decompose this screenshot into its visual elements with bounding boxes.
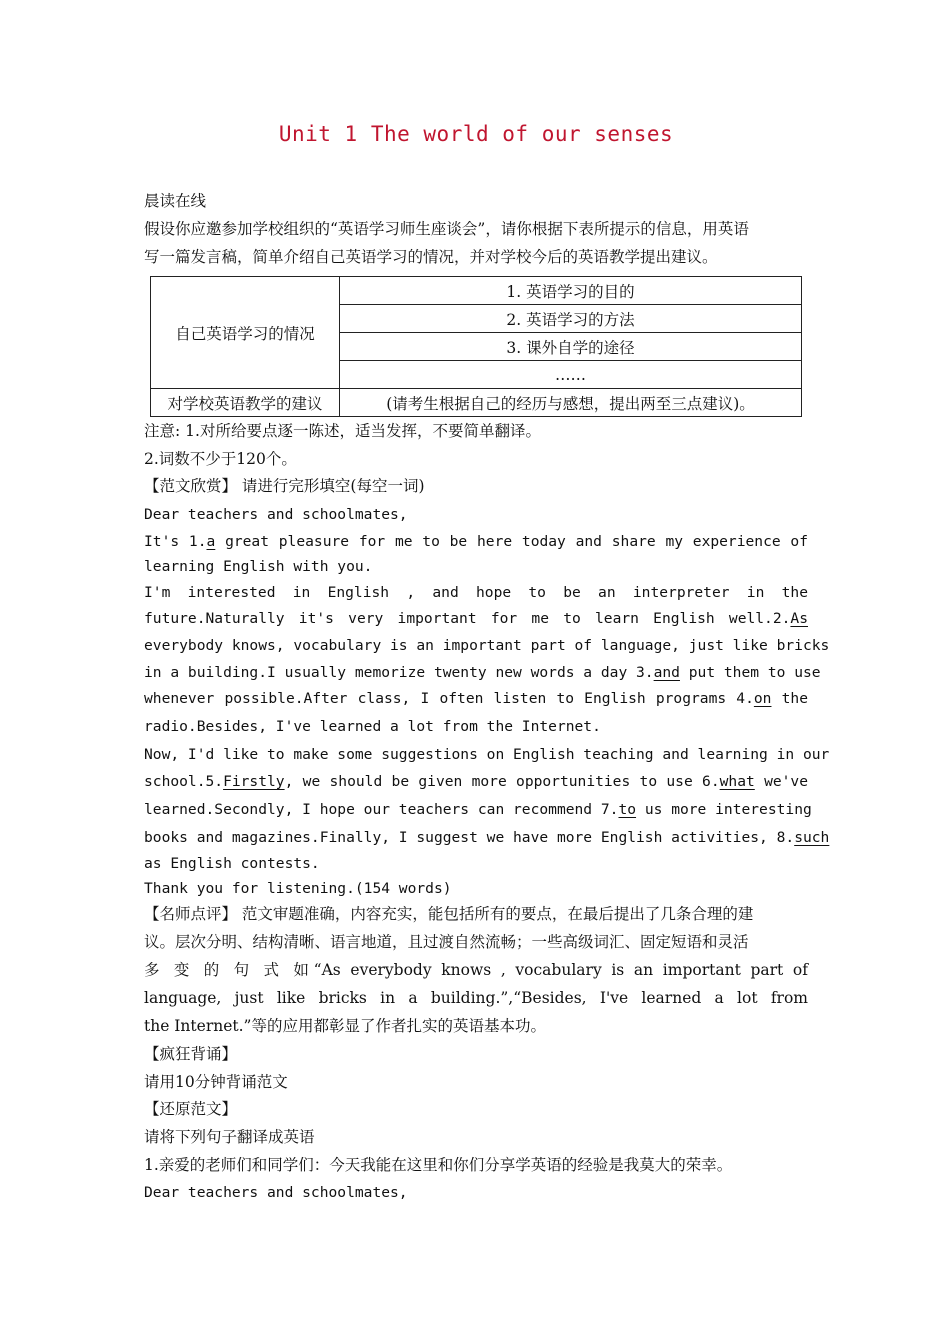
section-heading-morning-reading: 晨读在线 — [144, 192, 207, 210]
prompt-table — [150, 276, 802, 417]
table-suggestion-text: (请考生根据自己的经历与感想，提出两至三点建议)。 — [340, 389, 802, 417]
essay-line: whenever possible.After class, I often listen to English programs 4.on the — [144, 690, 808, 707]
teacher-comment-line: the Internet.”等的应用都彰显了作者扎实的英语基本功。 — [144, 1017, 546, 1035]
teacher-comment-line: language, just like bricks in a building.”,“Besides, I've learned a lot from — [144, 989, 808, 1007]
blank-answer-6: what — [719, 773, 755, 790]
essay-line: school.5.Firstly, we should be given more opportunities to use 6.what we've — [144, 773, 808, 790]
essay-line: future.Naturally it's very important for me to learn English well.2.As — [144, 610, 808, 627]
translation-answer-1: Dear teachers and schoolmates, — [144, 1184, 408, 1201]
essay-line: learning English with you. — [144, 558, 373, 575]
teacher-comment-line: 【名师点评】 范文审题准确，内容充实，能包括所有的要点，在最后提出了几条合理的建 — [144, 905, 754, 923]
blank-answer-8: such — [794, 829, 830, 846]
table-item-3: 3. 课外自学的途径 — [340, 333, 802, 361]
note-line-2: 2.词数不少于120个。 — [144, 450, 297, 468]
table-suggestion-label: 对学校英语教学的建议 — [151, 389, 340, 417]
essay-line: I'm interested in English , and hope to be an interpreter in the — [144, 584, 808, 601]
essay-closing: Thank you for listening.(154 words) — [144, 880, 452, 897]
section-heading-appreciation: 【范文欣赏】 请进行完形填空(每空一词) — [144, 477, 425, 495]
table-item-ellipsis: …… — [340, 361, 802, 389]
blank-answer-5: Firstly — [223, 773, 285, 790]
blank-answer-7: to — [618, 801, 637, 818]
teacher-comment-line: 议。层次分明、结构清晰、语言地道，且过渡自然流畅；一些高级词汇、固定短语和灵活 — [144, 933, 749, 951]
table-left-label: 自己英语学习的情况 — [151, 277, 340, 389]
blank-answer-1: a — [206, 533, 216, 550]
task-description-line-1: 假设你应邀参加学校组织的“英语学习师生座谈会”，请你根据下表所提示的信息，用英语 — [144, 220, 749, 238]
table-item-2: 2. 英语学习的方法 — [340, 305, 802, 333]
blank-answer-2: As — [790, 610, 808, 627]
teacher-comment-line: 多 变 的 句 式 如“As everybody knows , vocabulary is an important part of — [144, 961, 808, 979]
essay-line: radio.Besides, I've learned a lot from the Internet. — [144, 718, 601, 735]
note-line-1: 注意: 1.对所给要点逐一陈述，适当发挥，不要简单翻译。 — [144, 422, 541, 440]
essay-line: It's 1.a great pleasure for me to be here today and share my experience of — [144, 533, 808, 550]
blank-answer-4: on — [753, 690, 772, 707]
task-description-line-2: 写一篇发言稿，简单介绍自己英语学习的情况，并对学校今后的英语教学提出建议。 — [144, 248, 718, 266]
essay-line: Now, I'd like to make some suggestions on English teaching and learning in our — [144, 746, 830, 763]
table-item-1: 1. 英语学习的目的 — [340, 277, 802, 305]
essay-line: books and magazines.Finally, I suggest we have more English activities, 8.such — [144, 829, 830, 846]
essay-line: everybody knows, vocabulary is an important part of language, just like bricks — [144, 637, 830, 654]
restore-instruction: 请将下列句子翻译成英语 — [144, 1128, 315, 1146]
section-heading-recite: 【疯狂背诵】 — [144, 1045, 238, 1063]
essay-greeting: Dear teachers and schoolmates, — [144, 506, 408, 523]
section-heading-restore: 【还原范文】 — [144, 1100, 238, 1118]
blank-answer-3: and — [653, 664, 680, 681]
page-title: Unit 1 The world of our senses — [278, 122, 674, 146]
essay-line: learned.Secondly, I hope our teachers can recommend 7.to us more interesting — [144, 801, 812, 818]
essay-line: as English contests. — [144, 855, 320, 872]
essay-line: in a building.I usually memorize twenty new words a day 3.and put them to use — [144, 664, 821, 681]
recite-instruction: 请用10分钟背诵范文 — [144, 1073, 288, 1091]
translation-item-1: 1.亲爱的老师们和同学们：今天我能在这里和你们分享学英语的经验是我莫大的荣幸。 — [144, 1156, 733, 1174]
